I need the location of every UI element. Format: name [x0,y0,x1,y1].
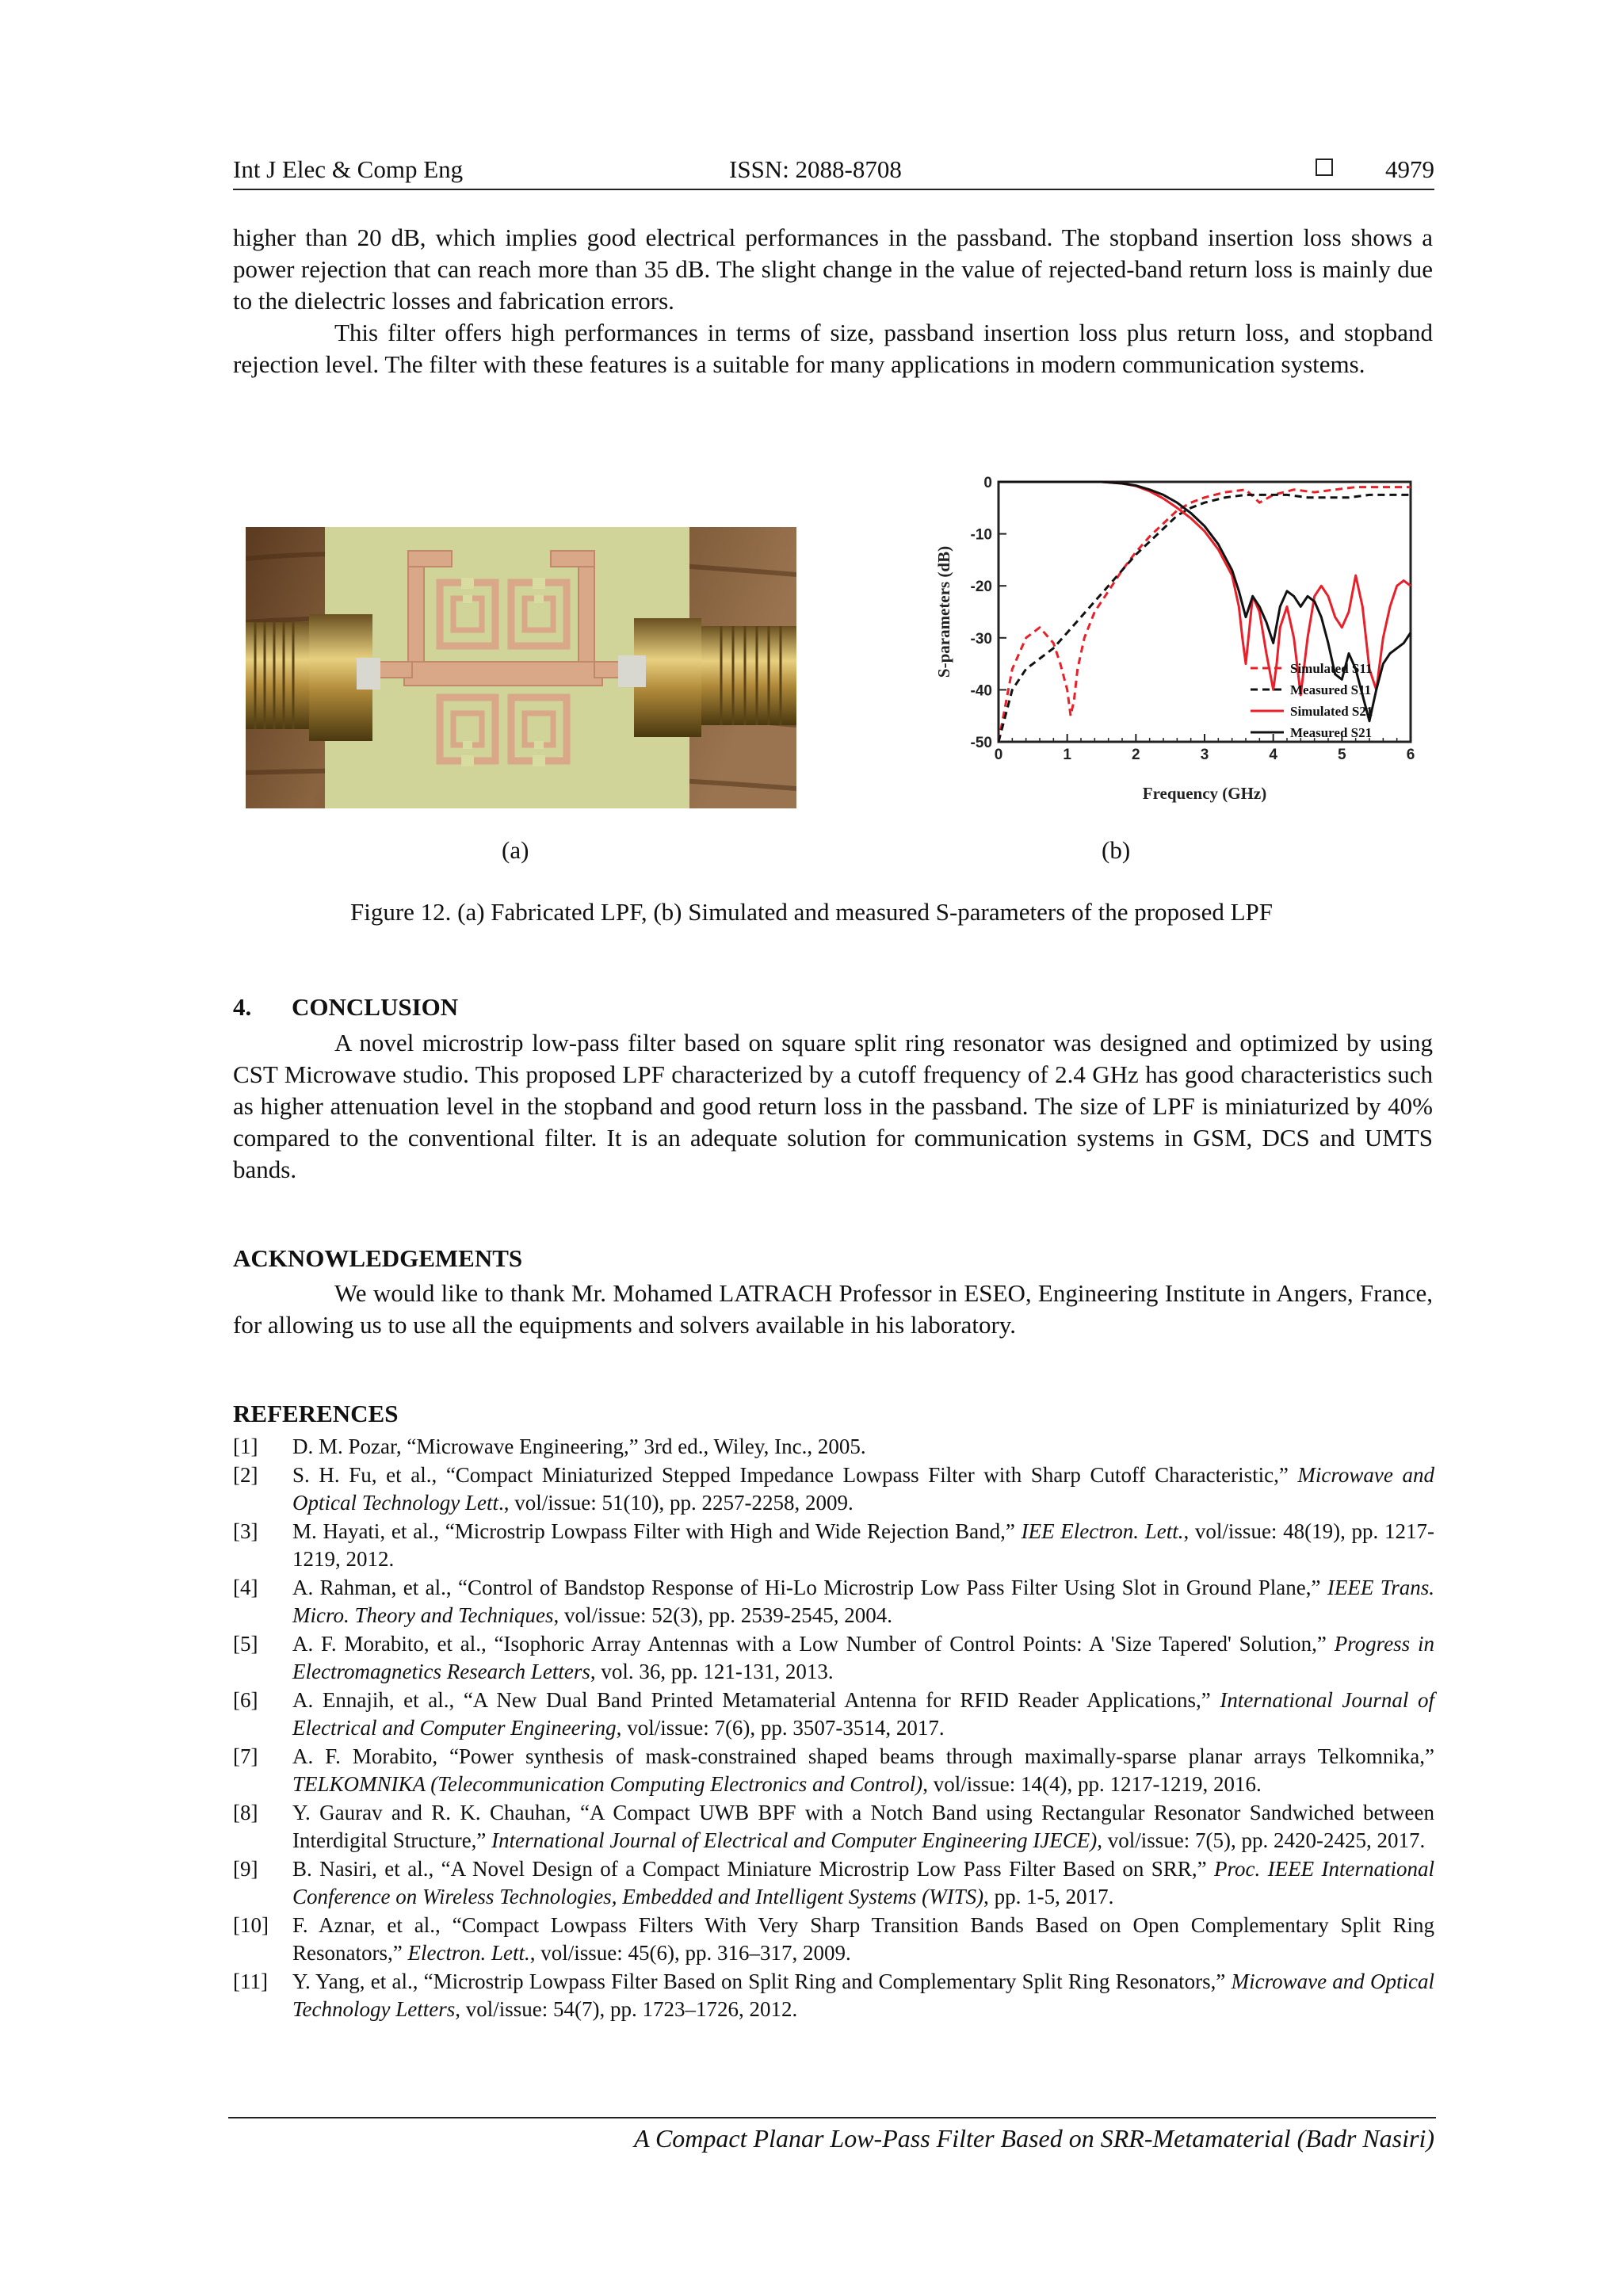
y-tick-label: -20 [970,579,992,596]
legend-entry: Simulated S11 [1290,661,1373,676]
x-tick-label: 2 [1132,747,1140,763]
reference-source: International Journal of Electrical and Computer Engineering IJECE), [491,1828,1103,1852]
reference-item [233,1968,1434,2023]
reference-details: , vol. 36, pp. 121-131, 2013. [590,1660,834,1683]
y-tick-label: -10 [970,526,992,544]
reference-text: M. Hayati, et al., “Microstrip Lowpass Filter with High and Wide Rejection Band,” [292,1519,1022,1543]
box-icon [1316,159,1333,176]
reference-details: ., vol/issue: 51(10), pp. 2257-2258, 2009. [498,1491,854,1515]
x-tick-label: 1 [1063,747,1071,763]
conclusion-heading-number: 4. [233,993,252,1021]
reference-number: [2] [233,1463,258,1487]
reference-number: [10] [233,1913,269,1937]
header-rule [233,189,1434,190]
reference-source: IEEE Trans. Micro. Theory and Techniques [292,1576,1435,1627]
reference-source: Proc. IEEE International Conference on Wireless Technologies, Embedded and Intelligent Systems (WITS) [292,1857,1434,1908]
reference-details: , vol/issue: 52(3), pp. 2539-2545, 2004. [553,1603,892,1627]
running-header-issn: ISSN: 2088-8708 [729,155,902,183]
paragraph-1: higher than 20 dB, which implies good electrical performances in the passband. The stopband insertion loss shows a power rejection that can reach more than 35 dB. The slight change in the value of rejected-band return loss is mainly due to the dielectric losses and fabrication errors. [233,223,1433,315]
y-tick-label: 0 [983,475,992,491]
y-tick-label: -40 [970,682,992,700]
reference-number: [5] [233,1632,258,1656]
reference-source: Microwave and Optical Technology Letters [292,1969,1434,2021]
reference-item [233,1855,1434,1911]
reference-details: , vol/issue: 54(7), pp. 1723–1726, 2012. [455,1997,798,2021]
reference-text: Y. Yang, et al., “Microstrip Lowpass Filter Based on Split Ring and Complementary Split Ring Resonators,” [292,1969,1232,1993]
reference-item [233,1433,1434,1461]
reference-item [233,1630,1434,1686]
reference-number: [6] [233,1688,258,1712]
reference-text: Y. Gaurav and R. K. Chauhan, “A Compact UWB BPF with a Notch Band using Rectangular Resonator Sandwiched between Interdigital Structure,” [292,1801,1434,1852]
page-number: 4979 [1385,155,1434,183]
reference-number: [3] [233,1519,258,1543]
reference-text: A. F. Morabito, “Power synthesis of mask-constrained shaped beams through maximally-sparse planar arrays Telkomnika,” [292,1744,1434,1768]
references-heading: REFERENCES [233,1400,399,1427]
figure-caption: Figure 12. (a) Fabricated LPF, (b) Simulated and measured S-parameters of the proposed LPF [349,898,1274,926]
reference-item [233,1799,1434,1855]
reference-number: [8] [233,1801,258,1824]
reference-source: Electron. Lett. [407,1941,530,1965]
x-tick-label: 3 [1200,747,1209,763]
reference-text: A. F. Morabito, et al., “Isophoric Array Antennas with a Low Number of Control Points: A 'Size Tapered' Solution,” [292,1632,1335,1656]
x-tick-label: 4 [1269,747,1277,763]
subfigure-label-b: (b) [1102,836,1131,864]
s-parameters-chart [927,468,1434,808]
x-tick-label: 5 [1338,747,1346,763]
legend-entry: Measured S11 [1290,682,1372,697]
acknowledgements-text: We would like to thank Mr. Mohamed LATRACH Professor in ESEO, Engineering Institute in Angers, France, for allowing us to use all the equipments and solvers available in his laboratory. [233,1279,1433,1339]
reference-source: International Journal of Electrical and Computer Engineering, [292,1688,1435,1740]
reference-text: A. Rahman, et al., “Control of Bandstop Response of Hi-Lo Microstrip Low Pass Filter Using Slot in Ground Plane,” [292,1576,1327,1599]
acknowledgements-heading: ACKNOWLEDGEMENTS [233,1244,523,1272]
reference-item [233,1687,1434,1742]
reference-item [233,1743,1434,1798]
reference-item [233,1518,1434,1573]
reference-text: S. H. Fu, et al., “Compact Miniaturized Stepped Impedance Lowpass Filter with Sharp Cutoff Characteristic,” [292,1463,1298,1487]
x-tick-label: 0 [994,747,1003,763]
conclusion-text: A novel microstrip low-pass filter based on square split ring resonator was designed and optimized by using CST Microwave studio. This proposed LPF characterized by a cutoff frequency of 2.4 GHz has good characteristics such as higher attenuation level in the stopband and good return loss in the passband. The size of LPF is miniaturized by 40% compared to the conventional filter. It is an adequate solution for communication systems in GSM, DCS and UMTS bands. [233,1029,1433,1183]
reference-details: vol/issue: 7(5), pp. 2420-2425, 2017. [1102,1828,1426,1852]
legend-entry: Simulated S21 [1290,704,1373,719]
reference-number: [11] [233,1969,268,1993]
reference-source: Microwave and Optical Technology Lett [292,1463,1434,1515]
reference-source: Progress in Electromagnetics Research Letters [292,1632,1434,1683]
reference-source: TELKOMNIKA (Telecommunication Computing Electronics and Control) [292,1772,923,1796]
fabricated-lpf-photo [246,527,796,808]
conclusion-heading: CONCLUSION [292,993,459,1021]
subfigure-label-a: (a) [502,836,529,864]
reference-source: IEE Electron. Lett. [1021,1519,1184,1543]
reference-details: , pp. 1-5, 2017. [983,1885,1114,1908]
reference-text: A. Ennajih, et al., “A New Dual Band Printed Metamaterial Antenna for RFID Reader Applications,” [292,1688,1220,1712]
reference-text: D. M. Pozar, “Microwave Engineering,” 3rd ed., Wiley, Inc., 2005. [292,1435,866,1458]
legend-entry: Measured S21 [1290,725,1373,740]
reference-number: [1] [233,1435,258,1458]
footer-rule [228,2117,1436,2118]
reference-item [233,1574,1434,1629]
x-axis-label: Frequency (GHz) [1142,784,1267,803]
reference-text: B. Nasiri, et al., “A Novel Design of a Compact Miniature Microstrip Low Pass Filter Based on SRR,” [292,1857,1214,1881]
reference-details: , vol/issue: 14(4), pp. 1217-1219, 2016. [922,1772,1262,1796]
reference-number: [7] [233,1744,258,1768]
reference-details: , vol/issue: 48(19), pp. 1217-1219, 2012. [292,1519,1435,1571]
y-tick-label: -30 [970,630,992,648]
paragraph-2: This filter offers high performances in terms of size, passband insertion loss plus return loss, and stopband rejection level. The filter with these features is a suitable for many applications in modern communication systems. [233,319,1433,378]
reference-details: , vol/issue: 45(6), pp. 316–317, 2009. [529,1941,851,1965]
y-tick-label: -50 [970,735,992,751]
reference-number: [9] [233,1857,258,1881]
running-header-journal: Int J Elec & Comp Eng [233,155,464,183]
reference-item [233,1461,1434,1517]
reference-text: F. Aznar, et al., “Compact Lowpass Filters With Very Sharp Transition Bands Based on Open Complementary Split Ring Resonators,” [292,1913,1434,1965]
x-tick-label: 6 [1406,747,1415,763]
running-footer: A Compact Planar Low-Pass Filter Based on SRR-Metamaterial (Badr Nasiri) [633,2124,1434,2153]
reference-details: vol/issue: 7(6), pp. 3507-3514, 2017. [621,1716,945,1740]
reference-item [233,1912,1434,1967]
references-list [233,1433,1434,2024]
y-axis-label: S-parameters (dB) [934,545,953,678]
reference-number: [4] [233,1576,258,1599]
